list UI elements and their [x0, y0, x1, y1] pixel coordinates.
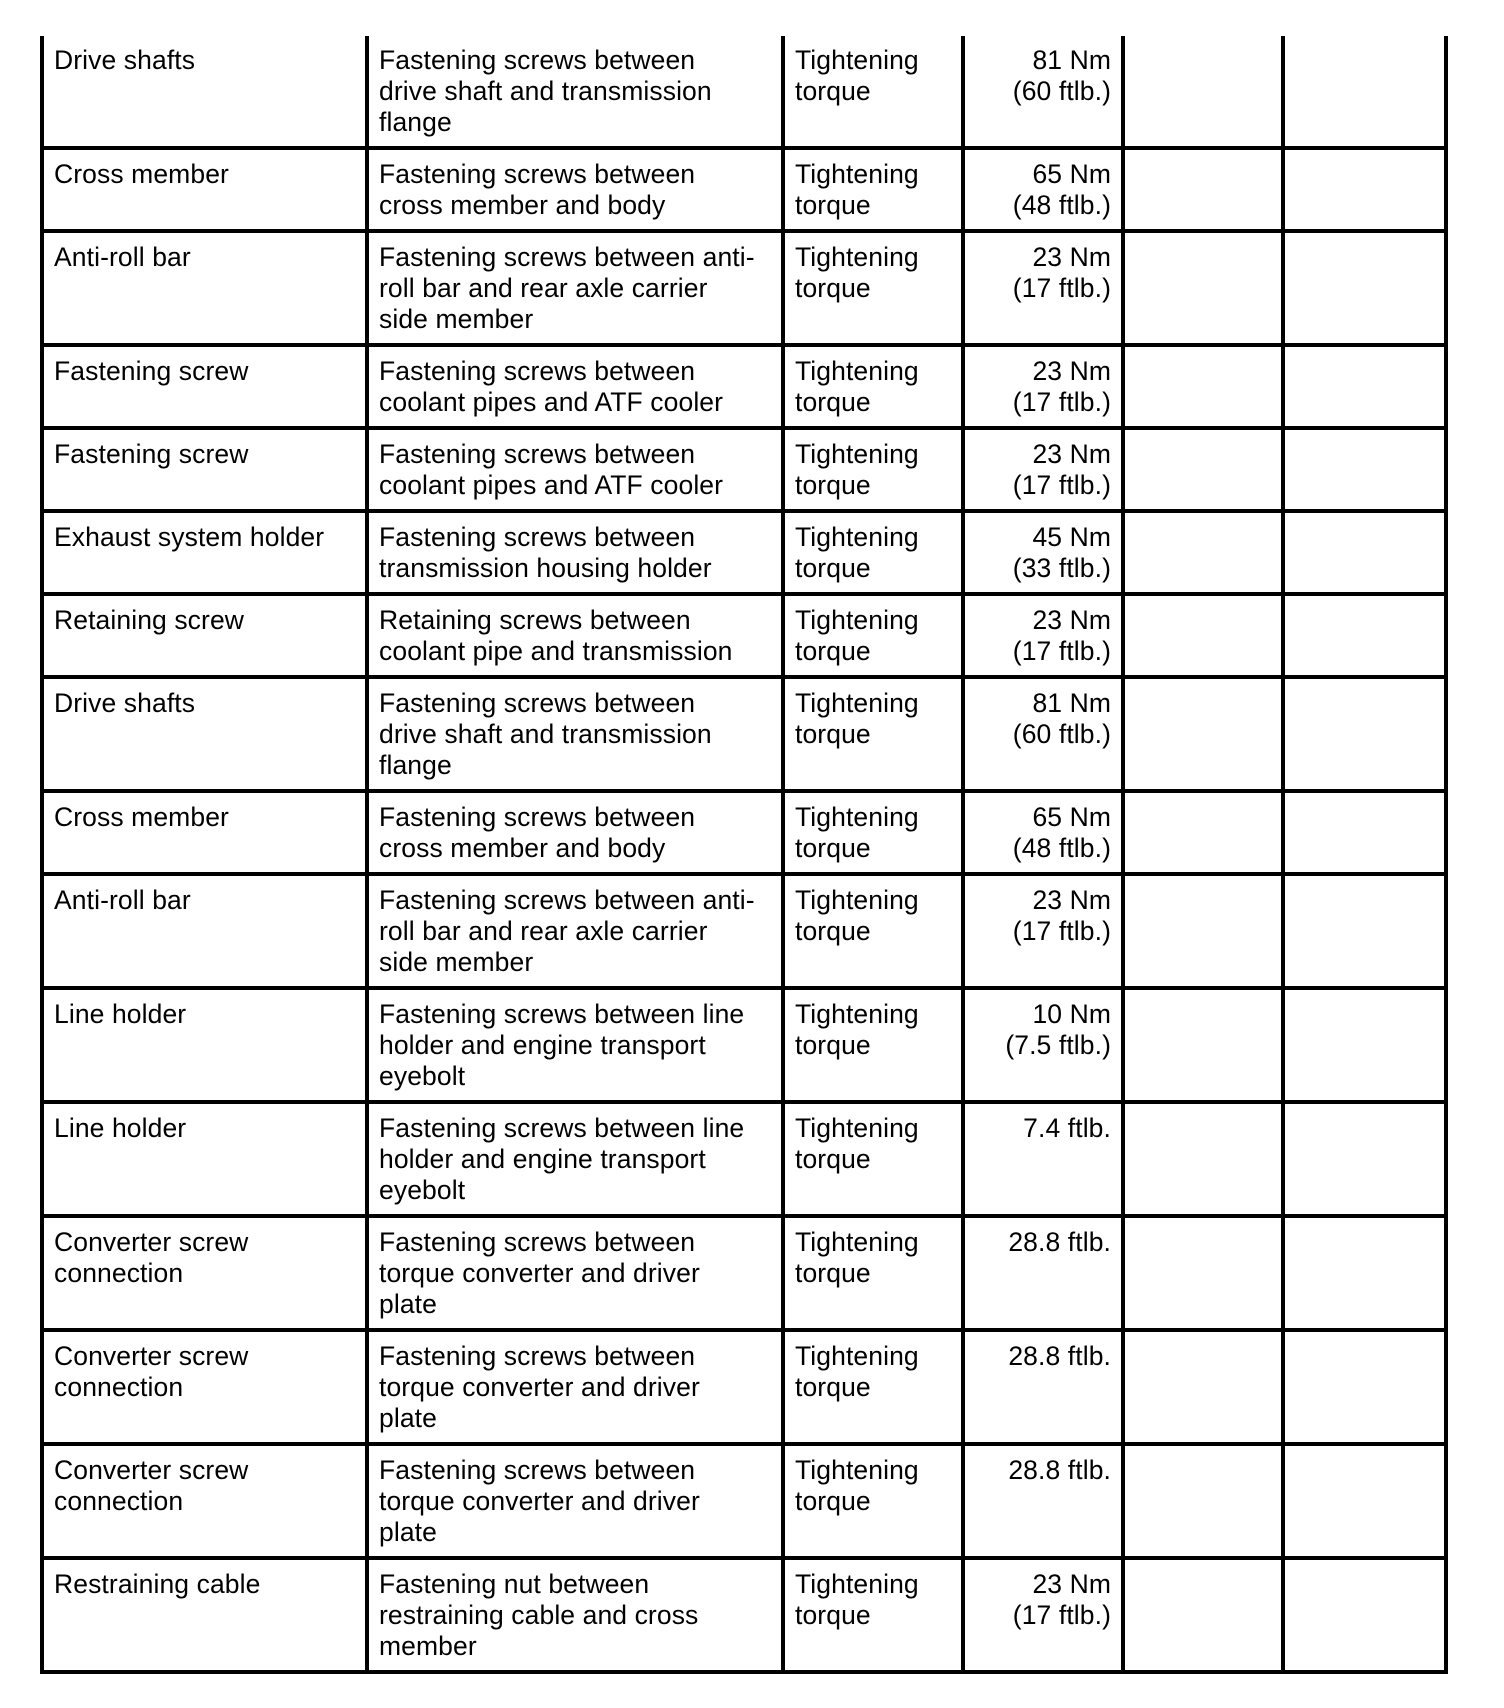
empty-cell: [1283, 594, 1446, 677]
torque-type-cell: Tightening torque: [783, 231, 963, 345]
description-cell: Fastening screws between line holder and engine transport eyebolt: [367, 1102, 783, 1216]
torque-value-cell: 23 Nm (17 ftlb.): [963, 345, 1123, 428]
table-body: [42, 36, 1446, 1672]
torque-type-cell: Tightening torque: [783, 791, 963, 874]
component-cell: Exhaust system holder: [42, 511, 367, 594]
empty-cell: [1283, 988, 1446, 1102]
component-cell: Fastening screw: [42, 428, 367, 511]
torque-value-cell: 65 Nm (48 ftlb.): [963, 148, 1123, 231]
component-cell: Drive shafts: [42, 677, 367, 791]
empty-cell: [1123, 1216, 1283, 1330]
empty-cell: [1123, 791, 1283, 874]
torque-value-cell: 28.8 ftlb.: [963, 1330, 1123, 1444]
table-row: [42, 1102, 1446, 1216]
empty-cell: [1283, 231, 1446, 345]
torque-type-cell: Tightening torque: [783, 1330, 963, 1444]
empty-cell: [1123, 1558, 1283, 1672]
empty-cell: [1283, 511, 1446, 594]
description-cell: Fastening screws between anti- roll bar and rear axle carrier side member: [367, 231, 783, 345]
description-cell: Fastening screws between cross member and body: [367, 148, 783, 231]
component-cell: Line holder: [42, 1102, 367, 1216]
table-row: [42, 677, 1446, 791]
empty-cell: [1283, 1330, 1446, 1444]
component-cell: Restraining cable: [42, 1558, 367, 1672]
description-cell: Fastening screws between anti- roll bar and rear axle carrier side member: [367, 874, 783, 988]
empty-cell: [1123, 594, 1283, 677]
component-cell: Converter screw connection: [42, 1216, 367, 1330]
empty-cell: [1283, 1558, 1446, 1672]
torque-value-cell: 10 Nm (7.5 ftlb.): [963, 988, 1123, 1102]
component-cell: Converter screw connection: [42, 1330, 367, 1444]
empty-cell: [1123, 36, 1283, 148]
torque-type-cell: Tightening torque: [783, 345, 963, 428]
empty-cell: [1123, 1330, 1283, 1444]
component-cell: Anti-roll bar: [42, 874, 367, 988]
description-cell: Fastening screws between torque converter and driver plate: [367, 1330, 783, 1444]
torque-value-cell: 28.8 ftlb.: [963, 1216, 1123, 1330]
torque-type-cell: Tightening torque: [783, 428, 963, 511]
torque-type-cell: Tightening torque: [783, 677, 963, 791]
empty-cell: [1283, 148, 1446, 231]
empty-cell: [1283, 791, 1446, 874]
empty-cell: [1283, 428, 1446, 511]
torque-type-cell: Tightening torque: [783, 511, 963, 594]
empty-cell: [1283, 36, 1446, 148]
table-row: [42, 988, 1446, 1102]
torque-value-cell: 23 Nm (17 ftlb.): [963, 231, 1123, 345]
table-row: [42, 511, 1446, 594]
component-cell: Line holder: [42, 988, 367, 1102]
empty-cell: [1283, 1444, 1446, 1558]
component-cell: Anti-roll bar: [42, 231, 367, 345]
table-row: [42, 1216, 1446, 1330]
table-row: [42, 345, 1446, 428]
torque-type-cell: Tightening torque: [783, 148, 963, 231]
empty-cell: [1123, 345, 1283, 428]
component-cell: Fastening screw: [42, 345, 367, 428]
table-row: [42, 148, 1446, 231]
component-cell: Retaining screw: [42, 594, 367, 677]
description-cell: Fastening screws between drive shaft and transmission flange: [367, 36, 783, 148]
torque-type-cell: Tightening torque: [783, 36, 963, 148]
component-cell: Converter screw connection: [42, 1444, 367, 1558]
empty-cell: [1283, 1216, 1446, 1330]
table-row: [42, 594, 1446, 677]
table-row: [42, 428, 1446, 511]
component-cell: Cross member: [42, 791, 367, 874]
description-cell: Fastening screws between torque converter and driver plate: [367, 1216, 783, 1330]
empty-cell: [1123, 231, 1283, 345]
description-cell: Fastening screws between coolant pipes and ATF cooler: [367, 428, 783, 511]
torque-value-cell: 81 Nm (60 ftlb.): [963, 677, 1123, 791]
empty-cell: [1123, 428, 1283, 511]
torque-value-cell: 45 Nm (33 ftlb.): [963, 511, 1123, 594]
description-cell: Fastening nut between restraining cable and cross member: [367, 1558, 783, 1672]
table-row: [42, 36, 1446, 148]
component-cell: Cross member: [42, 148, 367, 231]
component-cell: Drive shafts: [42, 36, 367, 148]
empty-cell: [1283, 345, 1446, 428]
empty-cell: [1123, 1444, 1283, 1558]
torque-type-cell: Tightening torque: [783, 1102, 963, 1216]
empty-cell: [1283, 677, 1446, 791]
torque-value-cell: 23 Nm (17 ftlb.): [963, 594, 1123, 677]
empty-cell: [1123, 874, 1283, 988]
empty-cell: [1123, 988, 1283, 1102]
description-cell: Fastening screws between line holder and engine transport eyebolt: [367, 988, 783, 1102]
torque-value-cell: 28.8 ftlb.: [963, 1444, 1123, 1558]
table-row: [42, 791, 1446, 874]
description-cell: Fastening screws between torque converter and driver plate: [367, 1444, 783, 1558]
torque-type-cell: Tightening torque: [783, 874, 963, 988]
table-row: [42, 1558, 1446, 1672]
empty-cell: [1283, 1102, 1446, 1216]
description-cell: Retaining screws between coolant pipe and transmission: [367, 594, 783, 677]
table-row: [42, 874, 1446, 988]
table-row: [42, 1330, 1446, 1444]
description-cell: Fastening screws between cross member and body: [367, 791, 783, 874]
torque-value-cell: 23 Nm (17 ftlb.): [963, 428, 1123, 511]
torque-value-cell: 23 Nm (17 ftlb.): [963, 874, 1123, 988]
torque-value-cell: 81 Nm (60 ftlb.): [963, 36, 1123, 148]
torque-type-cell: Tightening torque: [783, 594, 963, 677]
table-row: [42, 231, 1446, 345]
torque-type-cell: Tightening torque: [783, 1444, 963, 1558]
torque-value-cell: 65 Nm (48 ftlb.): [963, 791, 1123, 874]
empty-cell: [1283, 874, 1446, 988]
empty-cell: [1123, 677, 1283, 791]
torque-value-cell: 7.4 ftlb.: [963, 1102, 1123, 1216]
torque-type-cell: Tightening torque: [783, 1216, 963, 1330]
torque-type-cell: Tightening torque: [783, 1558, 963, 1672]
torque-specification-table: [40, 36, 1448, 1674]
empty-cell: [1123, 148, 1283, 231]
description-cell: Fastening screws between transmission housing holder: [367, 511, 783, 594]
torque-type-cell: Tightening torque: [783, 988, 963, 1102]
description-cell: Fastening screws between coolant pipes and ATF cooler: [367, 345, 783, 428]
empty-cell: [1123, 511, 1283, 594]
description-cell: Fastening screws between drive shaft and transmission flange: [367, 677, 783, 791]
torque-value-cell: 23 Nm (17 ftlb.): [963, 1558, 1123, 1672]
empty-cell: [1123, 1102, 1283, 1216]
table-row: [42, 1444, 1446, 1558]
